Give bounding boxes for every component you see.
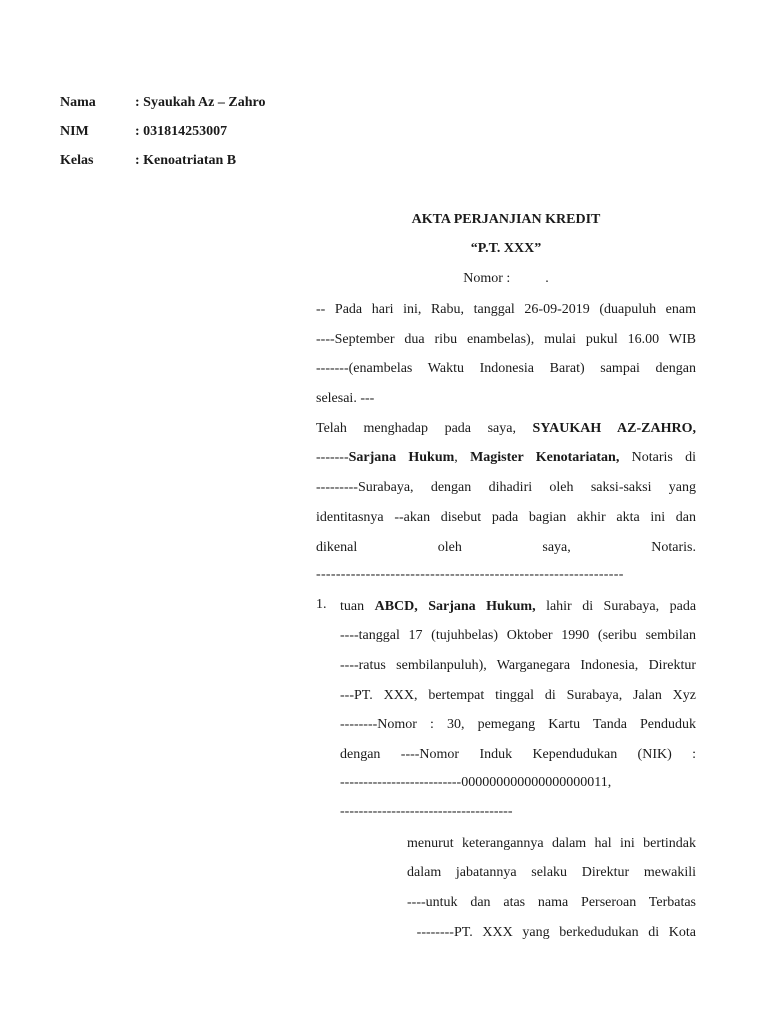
class-label: Kelas [60, 153, 94, 168]
item1-prefix: tuan [340, 599, 365, 614]
appearance-line-1 [316, 419, 696, 439]
appearance-line-5: dikenal oleh saya, Notaris. [316, 540, 696, 555]
item1-line-7: --------------------------000000000000000000011, [340, 775, 612, 790]
sub-line-4: --------PT. XXX yang berkedudukan di Kota [407, 925, 696, 940]
notary-degree-1: Sarjana Hukum [348, 450, 455, 465]
item1-line-5: --------Nomor : 30, pemegang Kartu Tanda Penduduk [340, 717, 696, 732]
sub-line-3: ----untuk dan atas nama Perseroan Terbatas [407, 895, 696, 910]
opening-line-4: selesai. --- [316, 391, 375, 406]
item1-line-1 [340, 597, 696, 617]
dash-prefix: ------- [316, 450, 349, 465]
notary-name: SYAUKAH AZ-ZAHRO, [532, 421, 697, 436]
item1-line-2: ----tanggal 17 (tujuhbelas) Oktober 1990 (seribu sembilan [340, 628, 696, 643]
nim-value: : 031814253007 [135, 124, 228, 139]
name-label: Nama [60, 95, 96, 110]
appearance-text: Telah menghadap pada saya, [316, 421, 516, 436]
item1-line-6: dengan ----Nomor Induk Kependudukan (NIK) : [340, 747, 696, 762]
divider-line: -------------------------------------------------------------- [316, 567, 624, 582]
appearance-line-4: identitasnya --akan disebut pada bagian akhir akta ini dan [316, 510, 696, 525]
appearance-line-3: ---------Surabaya, dengan dihadiri oleh saksi-saksi yang [316, 480, 696, 495]
sub-line-1: menurut keterangannya dalam hal ini bertindak [407, 836, 696, 851]
opening-line-2: ----September dua ribu enambelas), mulai pukul 16.00 WIB [316, 332, 696, 347]
item1-line-3: ----ratus sembilanpuluh), Warganegara Indonesia, Direktur [340, 658, 696, 673]
item-number: 1. [316, 597, 327, 612]
item1-line-4: ---PT. XXX, bertempat tinggal di Surabaya, Jalan Xyz [340, 688, 696, 703]
nim-label: NIM [60, 124, 89, 139]
document-title: AKTA PERJANJIAN KREDIT [411, 212, 601, 227]
name-value: : Syaukah Az – Zahro [135, 95, 266, 110]
class-value: : Kenoatriatan B [135, 153, 237, 168]
comma: , [454, 450, 458, 465]
opening-line-1: -- Pada hari ini, Rabu, tanggal 26-09-2019 (duapuluh enam [316, 302, 696, 317]
notary-location-text: Notaris di [631, 450, 697, 465]
item1-birth-text: lahir di Surabaya, pada [546, 599, 697, 614]
appearance-line-2 [316, 448, 696, 468]
item1-line-8: ------------------------------------- [340, 804, 513, 819]
document-number: Nomor : . [463, 271, 549, 286]
opening-line-3: -------(enambelas Waktu Indonesia Barat) sampai dengan [316, 361, 696, 376]
party-name: ABCD, Sarjana Hukum, [374, 599, 536, 614]
sub-line-2: dalam jabatannya selaku Direktur mewakili [407, 865, 696, 880]
notary-degree-2: Magister Kenotariatan, [470, 450, 620, 465]
company-title: “P.T. XXX” [470, 241, 542, 256]
